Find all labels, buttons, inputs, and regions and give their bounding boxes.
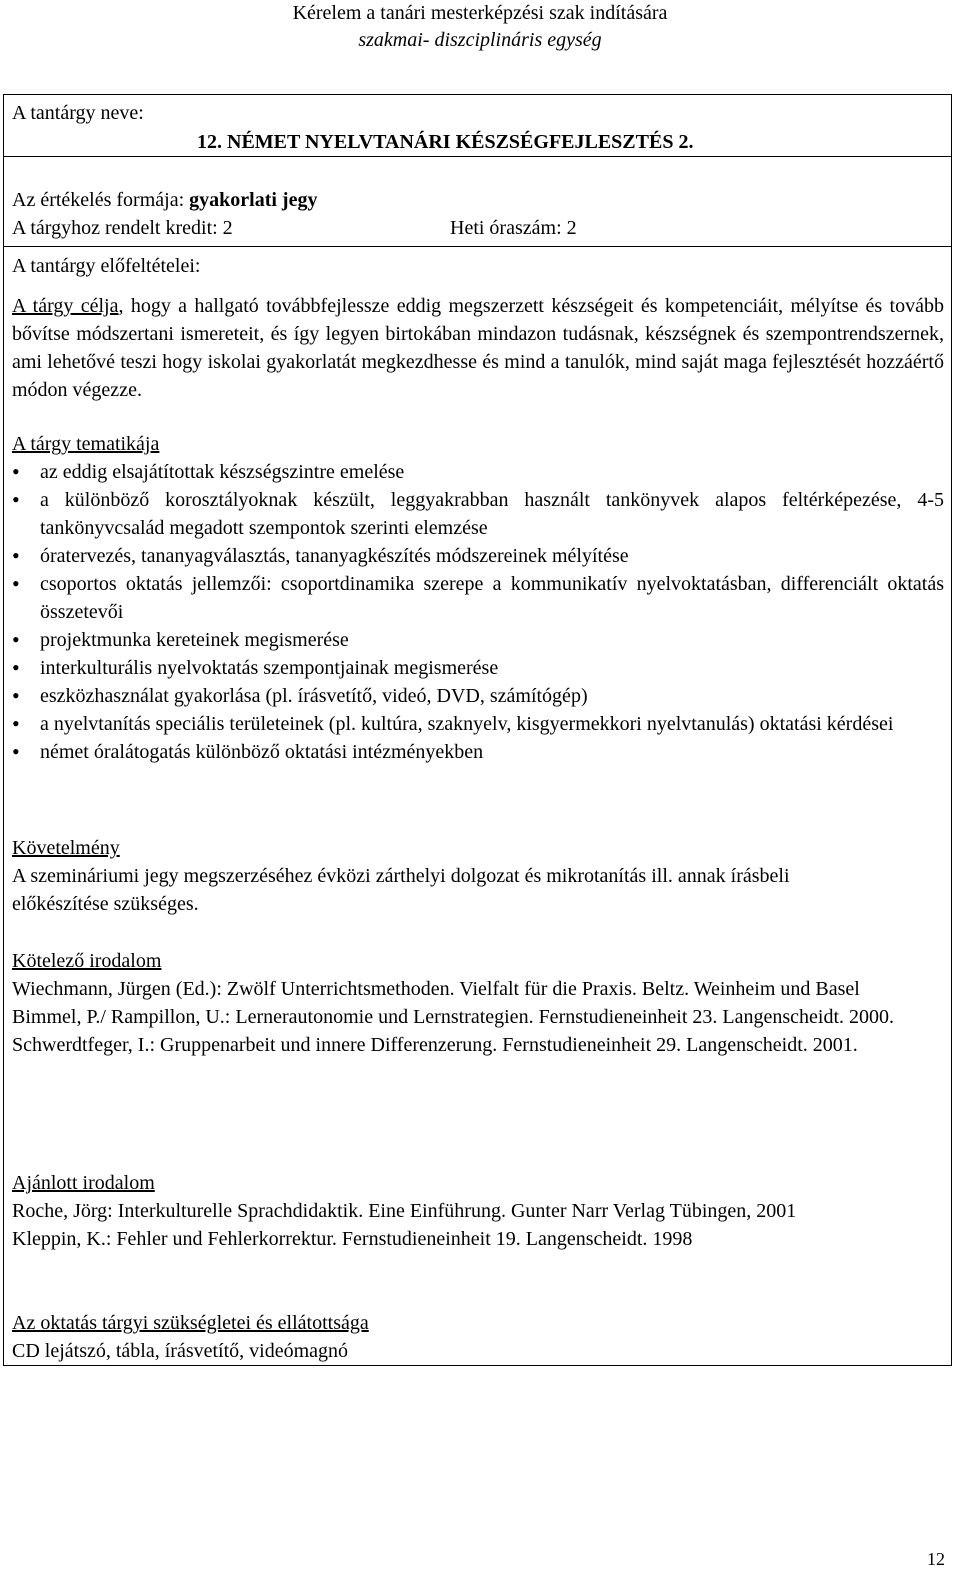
course-name-box [3, 94, 952, 157]
topic-item: • óratervezés, tananyagválasztás, tananyagkészítés módszereinek mélyítése [12, 542, 944, 570]
topic-item: • eszközhasználat gyakorlása (pl. írásvetítő, videó, DVD, számítógép) [12, 682, 944, 710]
credit-line: A tárgyhoz rendelt kredit: 2 [12, 217, 233, 239]
header-subtitle: szakmai- diszciplináris egység [358, 29, 602, 51]
literature-item: Wiechmann, Jürgen (Ed.): Zwölf Unterrichtsmethoden. Vielfalt für die Praxis. Beltz. Weinheim und Basel [12, 978, 860, 1000]
literature-item: Schwerdtfeger, I.: Gruppenarbeit und innere Differenzerung. Fernstudieneinheit 29. Langenscheidt. 2001. [12, 1034, 858, 1056]
course-details-box [3, 246, 952, 1366]
course-name-label: A tantárgy neve: [12, 102, 144, 124]
requirement-text: A szemináriumi jegy megszerzéséhez évközi zárthelyi dolgozat és mikrotanítás ill. annak írásbeli előkészítése szükséges. [12, 865, 790, 915]
required-literature-section [12, 947, 944, 1059]
evaluation-value: gyakorlati jegy [189, 189, 318, 211]
page-number: 12 [927, 1549, 945, 1569]
topic-item: • interkulturális nyelvoktatás szempontjainak megismerése [12, 654, 944, 682]
topic-item: • német óralátogatás különböző oktatási intézményekben [12, 738, 944, 766]
goal-text: , hogy a hallgató továbbfejlessze eddig megszerzett készségeit és kompetenciáit, mélyítse és tovább bővítse módszertani ismereteit, és így legyen birtokában mindazon tudásnak, készségnek és szempontrendszernek, ami lehetővé teszi hogy iskolai gyakorlatát megkezdhesse és mind a tanulók, mind saját maga fejlesztését hozzáértő módon végezze. [12, 295, 944, 401]
course-goal [12, 292, 944, 404]
requirement-section [12, 834, 944, 918]
topic-item: • projektmunka kereteinek megismerése [12, 626, 944, 654]
goal-label: A tárgy célja [12, 295, 119, 317]
evaluation-box [3, 156, 952, 247]
page-header [0, 0, 960, 54]
recommended-item: Kleppin, K.: Fehler und Fehlerkorrektur. Fernstudieneinheit 19. Langenscheidt. 1998 [12, 1228, 693, 1250]
literature-item: Bimmel, P./ Rampillon, U.: Lernerautonomie und Lernstrategien. Fernstudieneinheit 23. Langenscheidt. 2000. [12, 1006, 895, 1028]
required-literature-title: Kötelező irodalom [12, 950, 162, 972]
equipment-title: Az oktatás tárgyi szükségletei és ellátottsága [12, 1312, 369, 1334]
topics-title: A tárgy tematikája [12, 433, 160, 455]
weekly-hours: Heti óraszám: 2 [450, 217, 577, 239]
topic-item: • a nyelvtanítás speciális területeinek (pl. kultúra, szaknyelv, kisgyermekkori nyelvtanulás) oktatási kérdései [12, 710, 944, 738]
topic-item: • a különböző korosztályoknak készült, leggyakrabban használt tankönyvek alapos feltérképezése, 4-5 tankönyvcsalád megadott szempontok szerinti elemzése [12, 486, 944, 542]
topic-item: • az eddig elsajátítottak készségszintre emelése [12, 458, 944, 486]
equipment-section [12, 1309, 944, 1365]
recommended-item: Roche, Jörg: Interkulturelle Sprachdidaktik. Eine Einführung. Gunter Narr Verlag Tübingen, 2001 [12, 1200, 797, 1222]
topics-list [12, 458, 944, 766]
recommended-literature-section [12, 1169, 944, 1253]
prerequisites-label: A tantárgy előfeltételei: [12, 255, 201, 277]
course-name: 12. NÉMET NYELVTANÁRI KÉSZSÉGFEJLESZTÉS 2. [197, 131, 694, 153]
header-title: Kérelem a tanári mesterképzési szak indítására [292, 2, 668, 24]
evaluation-label: Az értékelés formája: [12, 189, 185, 211]
topics-section [12, 430, 944, 766]
evaluation-line [12, 186, 317, 214]
recommended-literature-title: Ajánlott irodalom [12, 1172, 155, 1194]
equipment-text: CD lejátszó, tábla, írásvetítő, videómagnó [12, 1340, 349, 1362]
topic-item: • csoportos oktatás jellemzői: csoportdinamika szerepe a kommunikatív nyelvoktatásban, differenciált oktatás összetevői [12, 570, 944, 626]
requirement-title: Követelmény [12, 837, 120, 859]
